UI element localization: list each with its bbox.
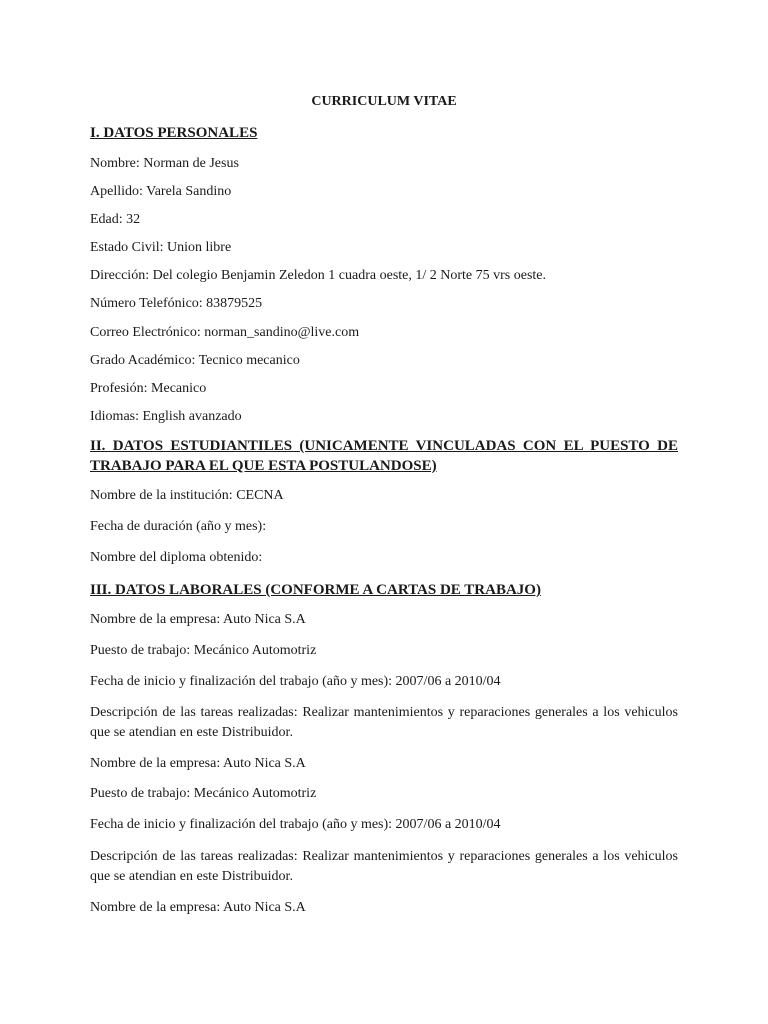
field-idiomas: Idiomas: English avanzado (90, 409, 242, 424)
field-correo: Correo Electrónico: norman_sandino@live.com (90, 325, 360, 340)
field-fechas-2: Fecha de inicio y finalización del trabajo (año y mes): 2007/06 a 2010/04 (90, 817, 501, 832)
field-nombre: Nombre: Norman de Jesus (90, 156, 239, 171)
field-empresa-3: Nombre de la empresa: Auto Nica S.A (90, 900, 306, 915)
section-heading-studies: II. DATOS ESTUDIANTILES (UNICAMENTE VINCULADAS CON EL PUESTO DE TRABAJO PARA EL QUE ESTA POSTULANDOSE) (90, 438, 678, 474)
section-heading-work: III. DATOS LABORALES (CONFORME A CARTAS DE TRABAJO) (90, 582, 541, 598)
field-diploma: Nombre del diploma obtenido: (90, 550, 263, 565)
field-edad: Edad: 32 (90, 212, 141, 227)
field-empresa-2: Nombre de la empresa: Auto Nica S.A (90, 756, 306, 771)
field-puesto-1: Puesto de trabajo: Mecánico Automotriz (90, 643, 317, 658)
document-title: CURRICULUM VITAE (311, 94, 457, 109)
field-empresa-1: Nombre de la empresa: Auto Nica S.A (90, 612, 306, 627)
field-fechas-1: Fecha de inicio y finalización del trabajo (año y mes): 2007/06 a 2010/04 (90, 674, 501, 689)
field-direccion: Dirección: Del colegio Benjamin Zeledon 1 cuadra oeste, 1/ 2 Norte 75 vrs oeste. (90, 268, 547, 283)
field-profesion: Profesión: Mecanico (90, 381, 207, 396)
field-descripcion-2: Descripción de las tareas realizadas: Realizar mantenimientos y reparaciones generales a los vehiculos que se atendian en este Distribuidor. (90, 849, 678, 884)
field-fecha-duracion: Fecha de duración (año y mes): (90, 519, 267, 534)
field-institucion: Nombre de la institución: CECNA (90, 488, 284, 503)
field-grado-academico: Grado Académico: Tecnico mecanico (90, 353, 300, 368)
field-telefono: Número Telefónico: 83879525 (90, 296, 263, 311)
field-puesto-2: Puesto de trabajo: Mecánico Automotriz (90, 786, 317, 801)
section-heading-personal: I. DATOS PERSONALES (90, 125, 258, 141)
field-descripcion-1: Descripción de las tareas realizadas: Realizar mantenimientos y reparaciones generales a los vehiculos que se atendian en este Distribuidor. (90, 705, 678, 740)
field-estado-civil: Estado Civil: Union libre (90, 240, 232, 255)
field-apellido: Apellido: Varela Sandino (90, 184, 232, 199)
